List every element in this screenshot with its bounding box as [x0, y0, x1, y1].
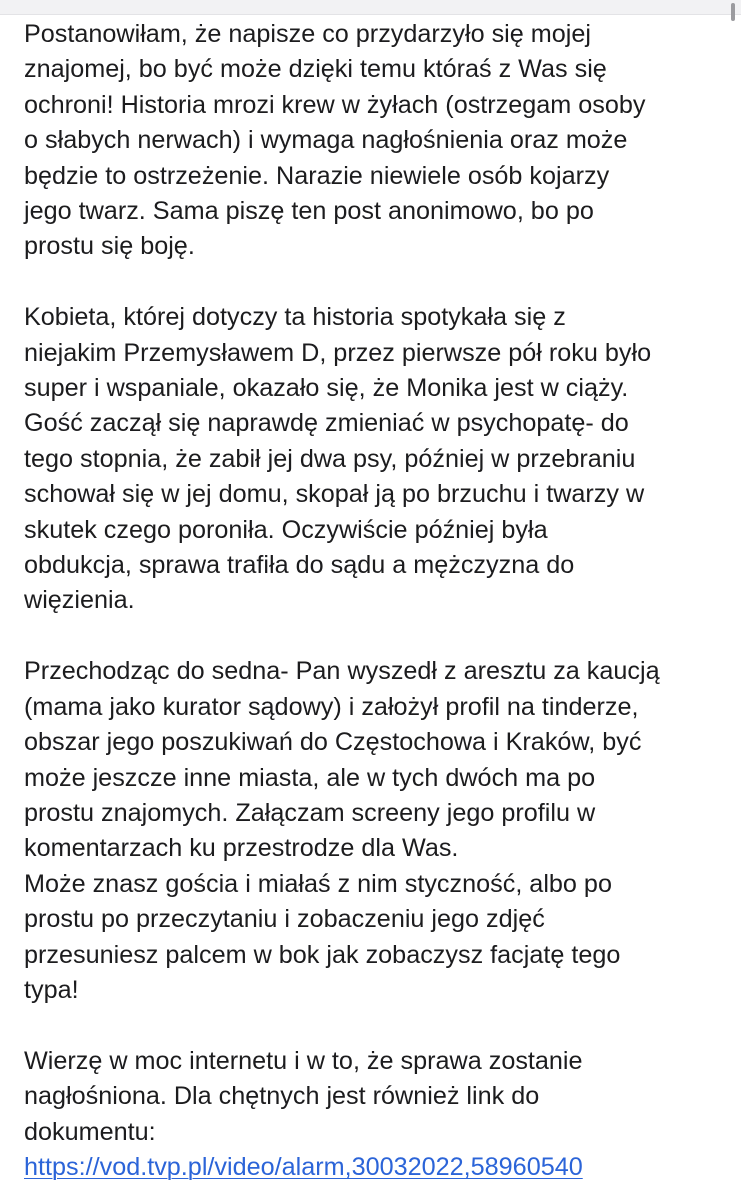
post-paragraph-4: Wierzę w moc internetu i w to, że sprawa zostanie nagłośniona. Dla chętnych jest również link do dokumentu:	[24, 1046, 583, 1146]
post-body	[24, 17, 729, 1185]
top-bar	[0, 0, 741, 15]
document-link[interactable]: https://vod.tvp.pl/video/alarm,30032022,58960540	[24, 1152, 583, 1181]
post-paragraph-2: Kobieta, której dotyczy ta historia spotykała się z niejakim Przemysławem D, przez pierwsze pół roku było super i wspaniale, okazało się, że Monika jest w ciąży. Gość zaczął się naprawdę zmieniać w psychopatę- do tego stopnia, że zabił jej dwa psy, później w przebraniu schował się w jej domu, skopał ją po brzuchu i twarzy w skutek czego poroniła. Oczywiście później była obdukcja, sprawa trafiła do sądu a mężczyzna do więzienia.	[24, 303, 652, 615]
post-paragraph-3: Przechodząc do sedna- Pan wyszedł z aresztu za kaucją (mama jako kurator sądowy) i założył profil na tinderze, obszar jego poszukiwań do Częstochowa i Kraków, być może jeszcze inne miasta, ale w tych dwóch ma po prostu znajomych. Załączam screeny jego profilu w komentarzach ku przestrodze dla Was. Może znasz gościa i miałaś z nim styczność, albo po prostu po przeczytaniu i zobaczeniu jego zdjęć przesuniesz palcem w bok jak zobaczysz facjatę tego typa!	[24, 657, 660, 1004]
scroll-indicator[interactable]	[731, 3, 735, 21]
post-paragraph-1: Postanowiłam, że napisze co przydarzyło się mojej znajomej, bo być może dzięki temu któraś z Was się ochroni! Historia mrozi krew w żyłach (ostrzegam osoby o słabych nerwach) i wymaga nagłośnienia oraz może będzie to ostrzeżenie. Narazie niewiele osób kojarzy jego twarz. Sama piszę ten post anonimowo, bo po prostu się boję.	[24, 20, 646, 261]
